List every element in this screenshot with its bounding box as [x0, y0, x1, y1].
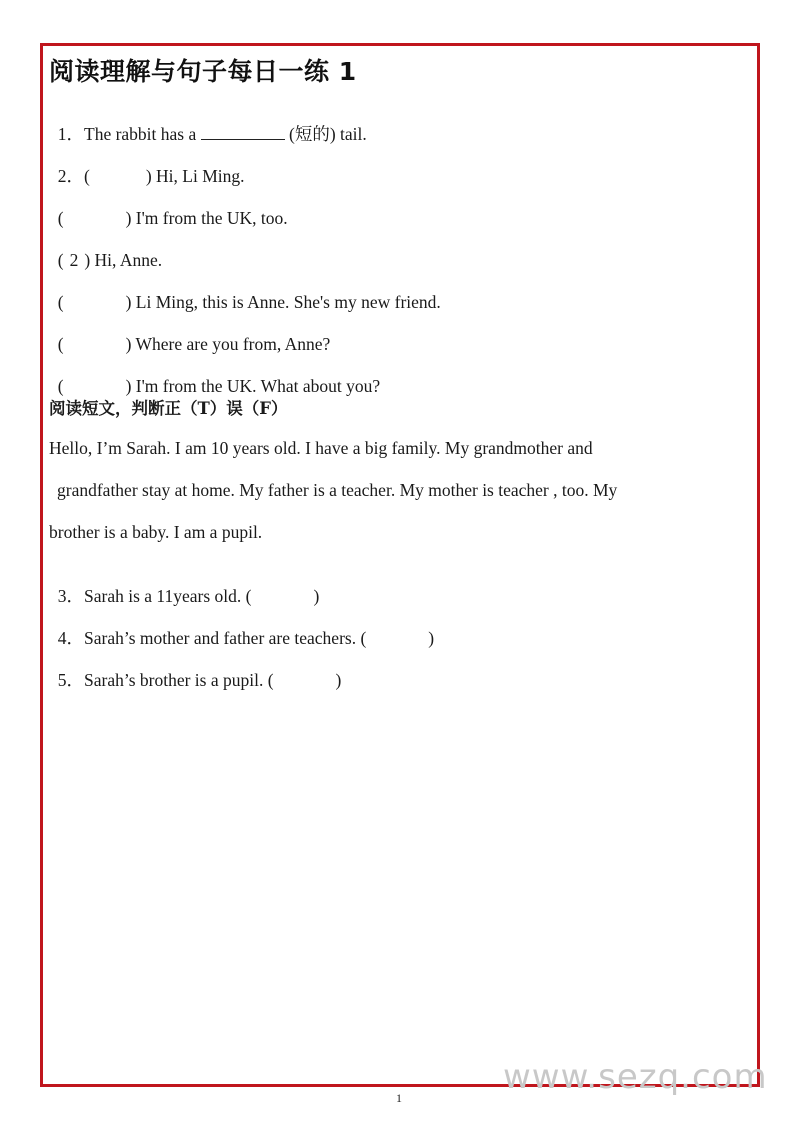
dialogue-line-6 [49, 353, 380, 397]
question-5-close-paren: ) [335, 670, 342, 690]
dialogue-line-4-text: Li Ming, this is Anne. She's my new friend. [131, 292, 441, 312]
passage-line-3: brother is a baby. I am a pupil. [49, 522, 263, 542]
passage-line-2: grandfather stay at home. My father is a teacher. My mother is teacher , too. My [57, 480, 618, 500]
dialogue-line-5-text: Where are you from, Anne? [131, 334, 331, 354]
question-4-text: Sarah’s mother and father are teachers. ( [84, 628, 367, 648]
question-5-text: Sarah’s brother is a pupil. ( [84, 670, 274, 690]
dialogue-line-2-open-paren: ( [57, 208, 64, 228]
question-1-answer-blank[interactable] [201, 123, 285, 140]
page-title: 阅读理解与句子每日一练 1 [49, 57, 357, 86]
dialogue-line-2-close-paren: ) [125, 208, 132, 228]
question-4-number: 4． [57, 628, 84, 648]
dialogue-line-1-close-paren: ) [145, 166, 152, 186]
dialogue-line-3 [49, 227, 162, 271]
question-3-number: 3． [57, 586, 84, 606]
dialogue-line-1-text: Hi, Li Ming. [151, 166, 245, 186]
question-1-number: 1． [57, 124, 84, 144]
question-3-close-paren: ) [313, 586, 320, 606]
question-4 [49, 605, 434, 649]
question-2-number: 2． [57, 166, 84, 186]
dialogue-line-6-text: I'm from the UK. What about you? [131, 376, 381, 396]
dialogue-line-1-open-paren: ( [84, 166, 90, 186]
dialogue-line-1 [49, 143, 245, 187]
dialogue-line-3-order-value[interactable]: 2 [69, 250, 79, 270]
question-3-text: Sarah is a 11years old. ( [84, 586, 252, 606]
question-1-text-after: (短的) tail. [284, 124, 367, 144]
dialogue-line-3-close-paren: ) [84, 250, 91, 270]
dialogue-line-6-open-paren: ( [57, 376, 64, 396]
dialogue-line-6-close-paren: ) [125, 376, 132, 396]
watermark-text: www.sezq.com [503, 1057, 768, 1097]
dialogue-line-5-open-paren: ( [57, 334, 64, 354]
question-1 [49, 101, 367, 145]
dialogue-line-5-close-paren: ) [125, 334, 132, 354]
reading-section-heading: 阅读短文，判断正（T）误（F） [49, 399, 288, 418]
question-4-close-paren: ) [428, 628, 435, 648]
dialogue-line-4-close-paren: ) [125, 292, 132, 312]
question-5 [49, 647, 341, 691]
dialogue-line-2 [49, 185, 288, 229]
question-3 [49, 563, 319, 607]
question-1-text-before: The rabbit has a [84, 124, 201, 144]
question-5-number: 5． [57, 670, 84, 690]
passage-line-1: Hello, I’m Sarah. I am 10 years old. I have a big family. My grandmother and [49, 438, 593, 458]
dialogue-line-5 [49, 311, 330, 355]
dialogue-line-2-text: I'm from the UK, too. [131, 208, 288, 228]
dialogue-line-4-open-paren: ( [57, 292, 64, 312]
page-number: 1 [396, 1091, 402, 1105]
dialogue-line-3-open-paren: ( [57, 250, 64, 270]
dialogue-line-4 [49, 269, 441, 313]
dialogue-line-3-text: Hi, Anne. [90, 250, 163, 270]
